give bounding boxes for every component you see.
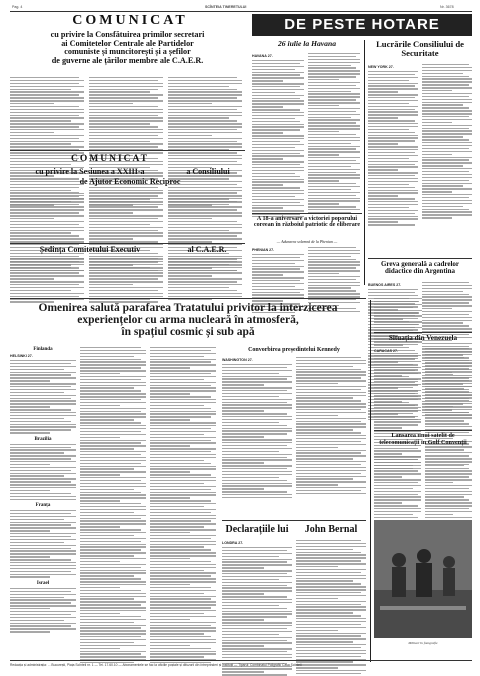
omenirea-headline xyxy=(10,302,366,338)
convorbirea-body-col-1: WASHINGTON 27. xyxy=(222,357,292,500)
omenirea-bold-part: Omenirea salută parafarea Tratatului xyxy=(38,302,224,314)
venezuela-headline: Situația din Venezuela xyxy=(388,334,458,342)
declaratiile-heading: Declarațiile lui xyxy=(225,524,289,535)
sedinta-headline-b: al C.A.E.R. xyxy=(187,245,227,254)
comunicat-headline-line: comuniste și muncitorești și a șefilor xyxy=(64,47,191,57)
footer-rule xyxy=(10,660,472,661)
comunicat2-headline-c: de Ajutor Economic Reciproc xyxy=(79,177,181,186)
security-body-col-2 xyxy=(422,64,472,220)
comunicat-kicker: COMUNICAT xyxy=(72,13,188,28)
omenirea-rest-part: privitor la interzicerea xyxy=(223,302,338,314)
comunicat2-headline-a: cu privire la Sesiunea a XXIII-a xyxy=(35,167,145,176)
omenirea-headline-line-2: experiențelor cu arma nucleară în atmosferă, xyxy=(77,314,299,327)
comunicat-headline-line: cu privire la Consfătuirea primilor secretari xyxy=(50,30,205,39)
comunicat2-headline-b: a Consiliului xyxy=(186,167,230,176)
section-rule xyxy=(252,213,362,214)
omenirea-body-col-2 xyxy=(80,347,146,665)
comunicat-headline-line: ai Comitetelor Centrale ale Partidelor xyxy=(61,38,194,48)
convorbirea-heading: Convorbirea președintelui Kennedy xyxy=(248,347,340,353)
masthead-rule xyxy=(10,11,472,12)
column-rule xyxy=(364,40,365,285)
section-rule xyxy=(10,298,366,299)
de-peste-hotare-logo: DE PESTE HOTARE xyxy=(252,14,472,36)
issue-number: Nr. 3678 xyxy=(440,5,454,9)
sedinta-body-col-3 xyxy=(168,258,242,301)
section-rule xyxy=(10,150,245,151)
omenirea-body-col-3 xyxy=(150,347,216,665)
anniversary-headline: A 18-a aniversare a victoriei poporului coreean în războiul patriotic de eliberare xyxy=(253,216,361,229)
comunicat-headline xyxy=(10,31,245,65)
venezuela-body-col-2 xyxy=(425,348,472,467)
omenirea-headline-line-1 xyxy=(10,302,366,314)
bernal-body-col-1: LONDRA 27. xyxy=(222,540,292,676)
security-body-col-1: NEW YORK 27. xyxy=(368,64,418,227)
section-rule xyxy=(374,430,472,431)
section-rule xyxy=(368,258,472,259)
john-bernal-heading: John Bernal xyxy=(304,524,358,535)
havana-headline: 26 iulie la Havana xyxy=(277,39,336,48)
franta-heading: Franța xyxy=(35,502,51,508)
sedinta-headline-a: Ședința Comitetului Executiv xyxy=(39,245,141,254)
anniversary-subhead: — Adunarea solemnă de la Phenian — xyxy=(276,240,338,244)
section-rule xyxy=(222,520,366,521)
comunicat-body-col-3 xyxy=(168,77,242,207)
lansare-headline: Lansarea unui satelit de telecomunicații în Golf Convenții xyxy=(379,432,467,446)
greva-body-col-1: BUENOS AIRES 27. xyxy=(368,282,418,422)
havana-body-col-1: HAVANA 27. xyxy=(252,53,304,219)
finlanda-column: Finlanda HELSINKI 27. Brazilia Franța Israel xyxy=(10,347,76,634)
omenirea-headline-line-3: în spațiul cosmic și sub apă xyxy=(121,326,255,339)
brazilia-heading: Brazilia xyxy=(34,436,52,442)
paper-name: SCÎNTEIA TINERETULUI xyxy=(205,5,247,9)
venezuela-body-col-1: CARACAS 27. xyxy=(374,348,421,471)
footer-imprint: Redacția și administrația: ... București, Piața Scînteii nr. 1 — Tel. 17.60.10 — Abonamentele se fac la oficiile poștale și difuzorii din întreprinderi și instituții — Tiparul: Combinatul Poligrafic Casa Scînteii xyxy=(10,663,302,667)
israel-heading: Israel xyxy=(36,580,50,586)
comunicat-body-col-2 xyxy=(89,77,163,207)
finlanda-heading: Finlanda xyxy=(33,347,53,352)
news-photo xyxy=(374,520,472,638)
bernal-body-col-2 xyxy=(296,540,366,676)
comunicat-headline-line: de guverne ale țărilor membre ale C.A.E.R. xyxy=(51,55,204,65)
comunicat-body-col-1 xyxy=(10,77,84,207)
photo-caption: Militari în fotografie xyxy=(408,641,438,645)
greva-headline: Greva generală a cadrelor didactice din Argentina xyxy=(380,260,460,276)
convorbirea-body-col-2 xyxy=(296,357,366,496)
column-rule xyxy=(370,300,371,662)
section-rule xyxy=(374,332,472,333)
havana-body-col-2 xyxy=(308,53,360,215)
page-number: Pag. 4 xyxy=(12,5,23,9)
anniversary-body-col-1: PHENIAN 27. xyxy=(252,247,304,315)
security-council-headline: Lucrările Consiliului de Securitate xyxy=(376,39,464,59)
section-rule xyxy=(10,243,245,244)
comunicat2-kicker: COMUNICAT xyxy=(71,154,149,164)
photo-figures-icon xyxy=(374,520,472,638)
